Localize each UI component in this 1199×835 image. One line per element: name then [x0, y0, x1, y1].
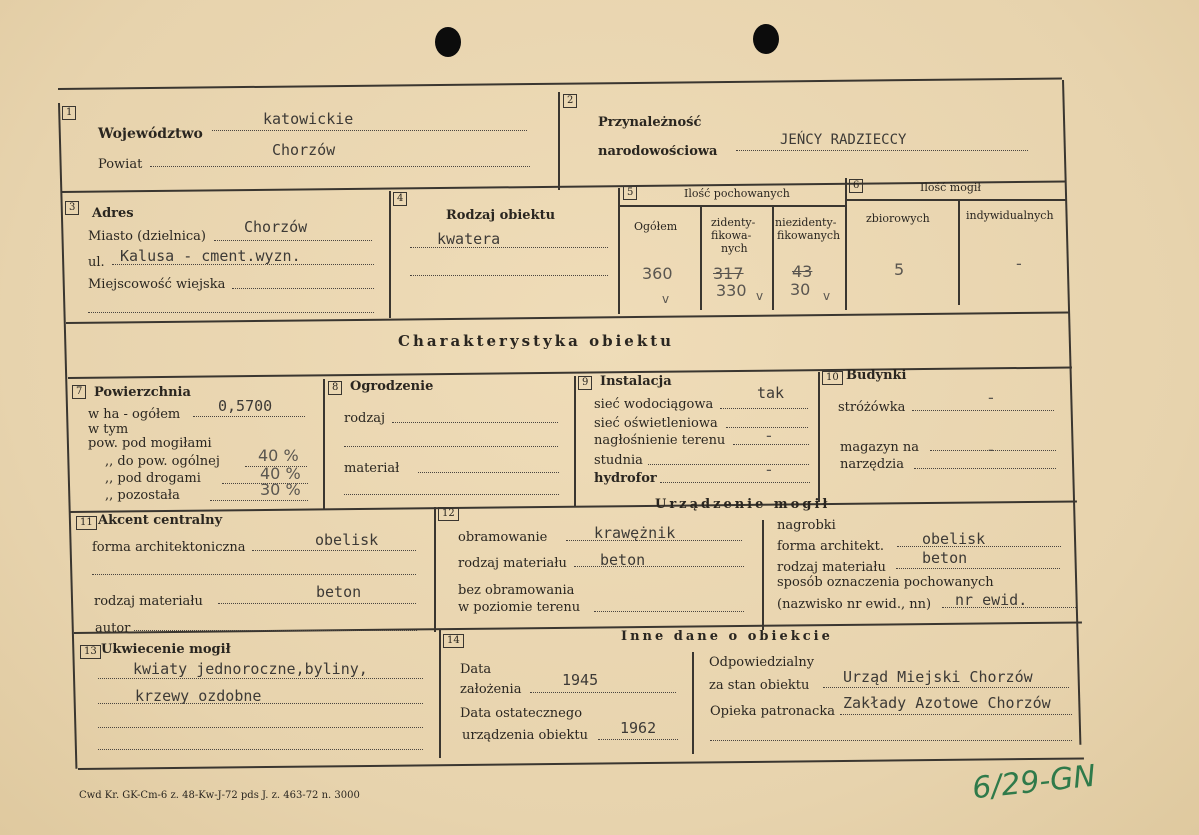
opieka-line — [840, 714, 1072, 715]
v-box5-col2 — [772, 205, 774, 310]
nagrobki-forma-value: obelisk — [922, 530, 986, 548]
nazwisko-value: nr ewid. — [955, 591, 1028, 609]
data-ost-label-1: Data ostatecznego — [460, 706, 583, 721]
hydrofor-line — [660, 482, 810, 483]
zbiorowych-value: 5 — [894, 260, 905, 279]
do-pow-label: ,, do pow. ogólnej — [105, 454, 220, 469]
miasto-value: Chorzów — [244, 218, 308, 236]
col-zbiorowych: zbiorowych — [866, 212, 930, 225]
narzedzia-line — [914, 468, 1056, 469]
divider-row1 — [61, 180, 1066, 193]
nagrobki-rodzaj-label: rodzaj materiału — [777, 560, 886, 575]
ukwiecenie-dots-4 — [98, 749, 423, 750]
hydrofor-value: - — [766, 460, 772, 479]
col-niez-1: niezidenty- — [775, 216, 837, 229]
punch-hole-left — [435, 27, 461, 57]
akcent-title: Akcent centralny — [98, 513, 223, 528]
h-box5-sub — [618, 205, 846, 207]
opieka-line-2 — [710, 740, 1072, 741]
box-number-6: 6 — [849, 179, 863, 193]
akcent-rodzaj-line — [218, 603, 416, 604]
niez-value-old: 43 — [792, 262, 813, 281]
rodzaj-obiektu-value: kwatera — [437, 230, 501, 248]
v-div-11-12 — [434, 507, 436, 632]
forma-arch-value: obelisk — [315, 531, 379, 549]
col-ogolem: Ogółem — [634, 220, 678, 233]
ukwiecenie-line-1: kwiaty jednoroczne,byliny, — [133, 660, 368, 678]
v-div-5-6 — [845, 178, 847, 310]
data-ost-label-2: urządzenia obiektu — [462, 728, 588, 743]
col-zid-1: zidenty- — [711, 216, 756, 229]
indywidualnych-value: - — [1016, 254, 1022, 273]
zid-value-old: 317 — [713, 264, 744, 283]
section-title: Charakterystyka obiektu — [398, 332, 675, 350]
rodzaj-obiektu-title: Rodzaj obiektu — [446, 208, 556, 223]
v-div-3-4 — [389, 191, 391, 318]
studnia-label: studnia — [594, 453, 643, 468]
v-div-1-2 — [558, 92, 560, 190]
przynaleznosc-line — [736, 150, 1028, 151]
instalacja-title: Instalacja — [600, 374, 672, 389]
odpowiedzialny-label-1: Odpowiedzialny — [709, 655, 815, 670]
col-zid-3: nych — [721, 242, 748, 255]
inne-dane-title: Inne dane o obiekcie — [621, 629, 833, 644]
odpowiedzialny-value: Urząd Miejski Chorzów — [843, 668, 1033, 686]
h-box6-sub — [845, 199, 1067, 201]
check-mark-zid: v — [756, 289, 764, 303]
check-mark-niez: v — [823, 289, 831, 303]
nagrobki-rodzaj-value: beton — [922, 549, 968, 567]
urz-rodzaj-line — [574, 566, 744, 567]
zid-value-new: 330 — [716, 281, 747, 300]
ilosc-pochowanych-title: Ilość pochowanych — [684, 187, 790, 200]
box-number-13: 13 — [80, 645, 101, 659]
hydrofor-label: hydrofor — [594, 471, 657, 486]
ul-label: ul. — [88, 255, 105, 270]
opieka-label: Opieka patronacka — [710, 704, 835, 719]
data-ost-line — [598, 739, 678, 740]
ul-line — [112, 264, 374, 265]
magazyn-line — [930, 450, 1056, 451]
ogrodzenie-material-label: materiał — [344, 461, 400, 476]
bez-obramowania-label-2: w poziomie terenu — [458, 600, 581, 615]
box-number-9: 9 — [578, 376, 592, 390]
box-number-1: 1 — [62, 106, 76, 120]
pozostala-label: ,, pozostała — [105, 488, 180, 503]
do-pow-value: 40 % — [258, 446, 299, 465]
divider-row2 — [66, 311, 1069, 324]
adres-title: Adres — [92, 206, 134, 221]
akcent-rodzaj-value: beton — [316, 583, 362, 601]
strozowka-line — [912, 410, 1054, 411]
nagrobki-rodzaj-line — [896, 568, 1060, 569]
odpowiedzialny-label-2: za stan obiektu — [709, 678, 810, 693]
miejscowosc-line — [232, 288, 374, 289]
data-ost-value: 1962 — [620, 719, 657, 737]
niez-value-new: 30 — [790, 280, 811, 299]
box-number-10: 10 — [822, 371, 843, 385]
miasto-line — [214, 240, 372, 241]
wodociagowa-line — [720, 408, 808, 409]
obramowanie-value: krawężnik — [594, 524, 676, 542]
rodzaj-obiektu-line-2 — [410, 275, 608, 276]
forma-arch-line-2 — [92, 574, 416, 575]
box-number-7: 7 — [72, 385, 86, 399]
akcent-rodzaj-label: rodzaj materiału — [94, 594, 203, 609]
forma-arch-label: forma architektoniczna — [92, 540, 246, 555]
studnia-line — [648, 464, 809, 465]
frame-top — [58, 77, 1062, 90]
ogolem-value: 360 — [642, 264, 673, 283]
ilosc-mogil-title: Ilość mogił — [920, 181, 981, 194]
v-div-7-8 — [323, 379, 325, 509]
obramowanie-line — [566, 540, 742, 541]
autor-line — [134, 630, 417, 631]
ukwiecenie-line-2: krzewy ozdobne — [135, 687, 262, 705]
bez-obramowania-label-1: bez obramowania — [458, 583, 575, 598]
nagrobki-label: nagrobki — [777, 518, 836, 533]
box-number-8: 8 — [328, 381, 342, 395]
v-box5-col1 — [700, 205, 702, 310]
box-number-14: 14 — [443, 634, 464, 648]
data-zalozenia-value: 1945 — [562, 671, 599, 689]
data-zalozenia-label-1: Data — [460, 662, 492, 677]
divider-row3 — [68, 366, 1072, 379]
punch-hole-right — [753, 24, 779, 54]
naglosnienie-line — [733, 444, 809, 445]
v-div-14-inner — [692, 652, 694, 754]
magazyn-value: - — [988, 440, 994, 459]
powierzchnia-title: Powierzchnia — [94, 385, 191, 400]
wodociagowa-value: tak — [757, 384, 785, 402]
ukwiecenie-dots-2 — [98, 703, 423, 704]
przynaleznosc-label: Przynależność — [598, 115, 702, 130]
rodzaj-obiektu-line-1 — [410, 247, 608, 248]
pow-label: pow. pod mogiłami — [88, 436, 212, 451]
ukwiecenie-title: Ukwiecenie mogił — [101, 642, 231, 657]
handwritten-archive-note: 6/29-GN — [970, 758, 1098, 807]
narodowosciowa-label: narodowościowa — [598, 144, 718, 159]
wodociagowa-label: sieć wodociągowa — [594, 397, 714, 412]
pod-drogami-value: 40 % — [260, 464, 301, 483]
box-number-2: 2 — [563, 94, 577, 108]
miasto-label: Miasto (dzielnica) — [88, 229, 206, 244]
v-box6-col — [958, 199, 960, 305]
ogrodzenie-rodzaj-label: rodzaj — [344, 411, 385, 426]
opieka-value: Zakłady Azotowe Chorzów — [843, 694, 1051, 712]
urzadzenie-title: Urządzenie mogił — [655, 497, 831, 512]
strozowka-label: stróżówka — [838, 400, 906, 415]
ha-line — [193, 416, 305, 417]
data-zalozenia-line — [530, 692, 676, 693]
ogrodzenie-rodzaj-line-2 — [344, 446, 558, 447]
ogrodzenie-material-line-2 — [344, 494, 559, 495]
ogrodzenie-rodzaj-line — [392, 422, 558, 423]
pozostala-line — [210, 500, 308, 501]
miejscowosc-line-2 — [88, 312, 374, 313]
przynaleznosc-value: JEŃCY RADZIECCY — [780, 132, 907, 148]
urz-rodzaj-label: rodzaj materiału — [458, 556, 567, 571]
check-mark-ogolem: v — [662, 292, 670, 306]
box-number-12: 12 — [438, 507, 459, 521]
wojewodztwo-line — [212, 130, 527, 131]
strozowka-value: - — [988, 388, 994, 407]
v-div-8-9 — [574, 376, 576, 506]
naglosnienie-label: nagłośnienie terenu — [594, 433, 726, 448]
box-number-5: 5 — [623, 186, 637, 200]
powiat-value: Chorzów — [272, 141, 336, 159]
v-div-13-14 — [439, 630, 441, 758]
w-tym-label: w tym — [88, 422, 129, 437]
powiat-label: Powiat — [98, 157, 143, 172]
pod-drogami-label: ,, pod drogami — [105, 471, 201, 486]
wojewodztwo-value: katowickie — [263, 110, 354, 128]
ul-value: Kalusa - cment.wyzn. — [120, 247, 301, 265]
v-div-12-inner — [762, 520, 764, 630]
box-number-11: 11 — [76, 516, 97, 530]
col-zid-2: fikowa- — [711, 229, 752, 242]
divider-row5 — [74, 621, 1082, 634]
footer-form-code: Cwd Kr. GK-Cm-6 z. 48-Kw-J-72 pds J. z. 463-72 n. 3000 — [79, 790, 360, 801]
nazwisko-line — [942, 607, 1076, 608]
magazyn-label-2: narzędzia — [840, 457, 904, 472]
naglosnienie-value: - — [766, 426, 772, 445]
oswietleniowa-label: sieć oświetleniowa — [594, 416, 718, 431]
powiat-line — [150, 166, 530, 167]
ogrodzenie-title: Ogrodzenie — [350, 379, 434, 394]
sposob-label: sposób oznaczenia pochowanych — [777, 575, 994, 590]
odpowiedzialny-line — [823, 687, 1069, 688]
box-number-3: 3 — [65, 201, 79, 215]
autor-label: autor — [95, 621, 131, 636]
ha-value: 0,5700 — [218, 397, 273, 415]
col-niez-2: fikowanych — [777, 229, 841, 242]
frame-bottom — [78, 757, 1084, 770]
data-zalozenia-label-2: założenia — [460, 682, 522, 697]
ogrodzenie-material-line — [418, 472, 559, 473]
forma-arch-line — [252, 550, 416, 551]
magazyn-label-1: magazyn na — [840, 440, 919, 455]
miejscowosc-label: Miejscowość wiejska — [88, 277, 226, 292]
bez-obramowania-line — [594, 611, 744, 612]
pozostala-value: 30 % — [260, 480, 301, 499]
budynki-title: Budynki — [846, 368, 907, 383]
nagrobki-forma-label: forma architekt. — [777, 539, 884, 554]
nagrobki-forma-line — [897, 546, 1061, 547]
box-number-4: 4 — [393, 192, 407, 206]
col-indywidualnych: indywidualnych — [966, 209, 1054, 222]
urz-rodzaj-value: beton — [600, 551, 646, 569]
nazwisko-label: (nazwisko nr ewid., nn) — [777, 597, 932, 612]
wojewodztwo-label: Województwo — [98, 126, 203, 142]
ha-label: w ha - ogółem — [88, 407, 181, 422]
v-div-9-10 — [818, 372, 820, 502]
obramowanie-label: obramowanie — [458, 530, 548, 545]
ukwiecenie-dots-3 — [98, 727, 423, 728]
ukwiecenie-dots-1 — [98, 678, 423, 679]
